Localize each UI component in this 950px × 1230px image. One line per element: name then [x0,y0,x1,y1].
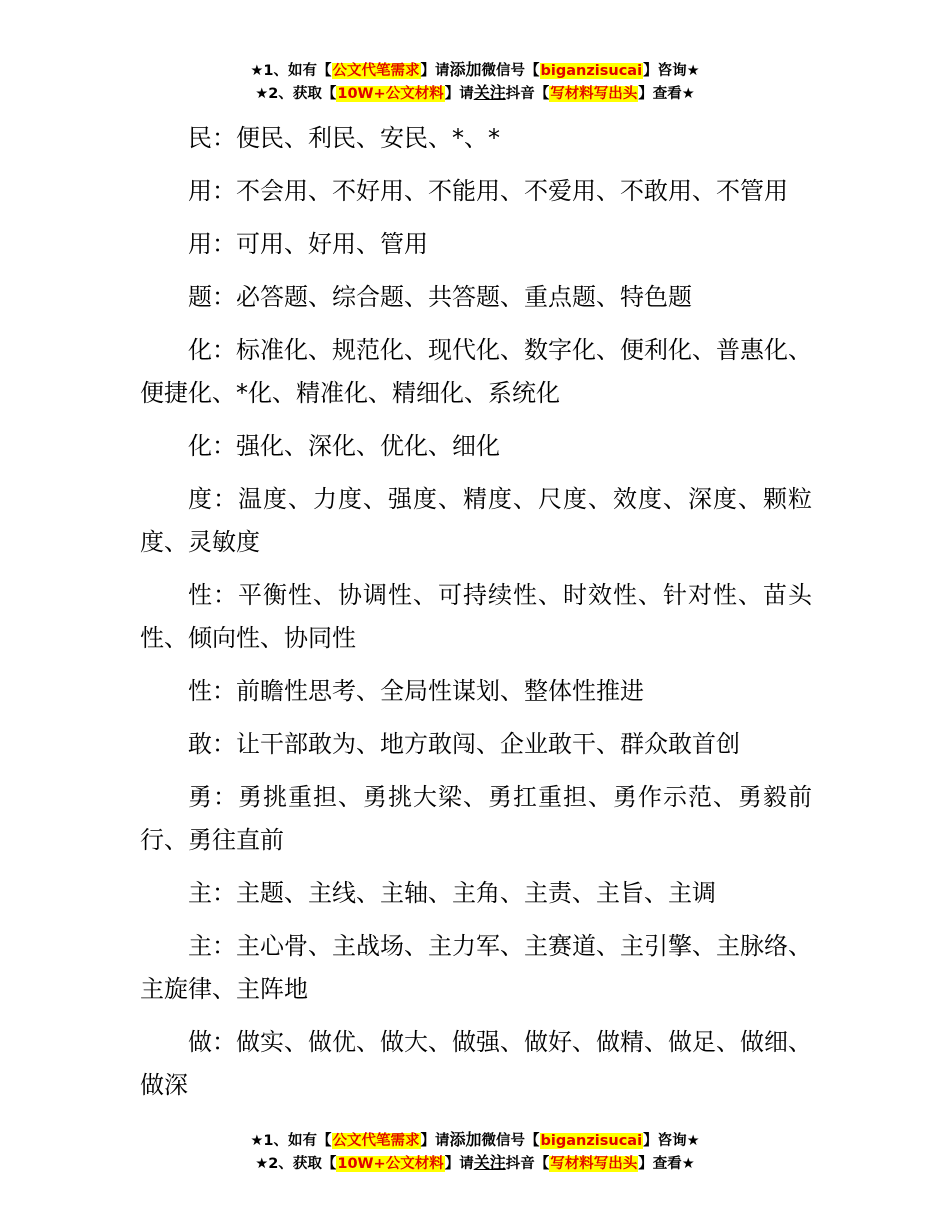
paragraph: 化：强化、深化、优化、细化 [188,432,500,460]
paragraph: 主：主心骨、主战场、主力军、主赛道、主引擎、主脉络、主旋律、主阵地 [140,932,812,1003]
star-icon: ★ [250,63,264,79]
highlight-wechat-id: biganzisucai [540,1133,643,1149]
paragraph: 性：前瞻性思考、全局性谋划、整体性推进 [188,677,644,705]
paragraph: 做：做实、做优、做大、做强、做好、做精、做足、做细、做深 [140,1028,812,1099]
star-icon: ★ [250,1133,264,1149]
paragraph: 敢：让干部敢为、地方敢闯、企业敢干、群众敢首创 [188,730,740,758]
header-banner [0,59,950,105]
highlight-materials: 10W+公文材料 [337,1156,444,1172]
paragraph: 用：可用、好用、管用 [188,230,428,258]
highlight-materials: 10W+公文材料 [337,86,444,102]
paragraph: 度：温度、力度、强度、精度、尺度、效度、深度、颗粒度、灵敏度 [140,485,812,556]
paragraph: 题：必答题、综合题、共答题、重点题、特色题 [188,283,692,311]
paragraph: 性：平衡性、协调性、可持续性、时效性、针对性、苗头性、倾向性、协同性 [140,581,812,652]
star-icon: ★ [255,86,269,102]
highlight-douyin: 写材料写出头 [550,1156,638,1172]
paragraph: 主：主题、主线、主轴、主角、主责、主旨、主调 [188,879,716,907]
highlight-douyin: 写材料写出头 [550,86,638,102]
highlight-wechat-id: biganzisucai [540,63,643,79]
paragraph: 民：便民、利民、安民、*、* [188,124,500,152]
star-icon: ★ [255,1156,269,1172]
paragraph: 勇：勇挑重担、勇挑大梁、勇扛重担、勇作示范、勇毅前行、勇往直前 [140,783,812,854]
header-line-2: ★2、获取【10W+公文材料】请关注抖音【写材料写出头】查看★ [255,83,695,102]
footer-banner [0,1129,950,1175]
highlight-service: 公文代笔需求 [332,63,420,79]
footer-line-2: ★2、获取【10W+公文材料】请关注抖音【写材料写出头】查看★ [255,1153,695,1172]
highlight-service: 公文代笔需求 [332,1133,420,1149]
footer-line-1: ★1、如有【公文代笔需求】请添加微信号【biganzisucai】咨询★ [250,1130,700,1149]
paragraph: 用：不会用、不好用、不能用、不爱用、不敢用、不管用 [188,177,788,205]
paragraph: 化：标准化、规范化、现代化、数字化、便利化、普惠化、便捷化、*化、精准化、精细化、系统化 [140,336,812,407]
document-body [140,117,812,1117]
header-line-1: ★1、如有【公文代笔需求】请添加微信号【biganzisucai】咨询★ [250,60,700,79]
